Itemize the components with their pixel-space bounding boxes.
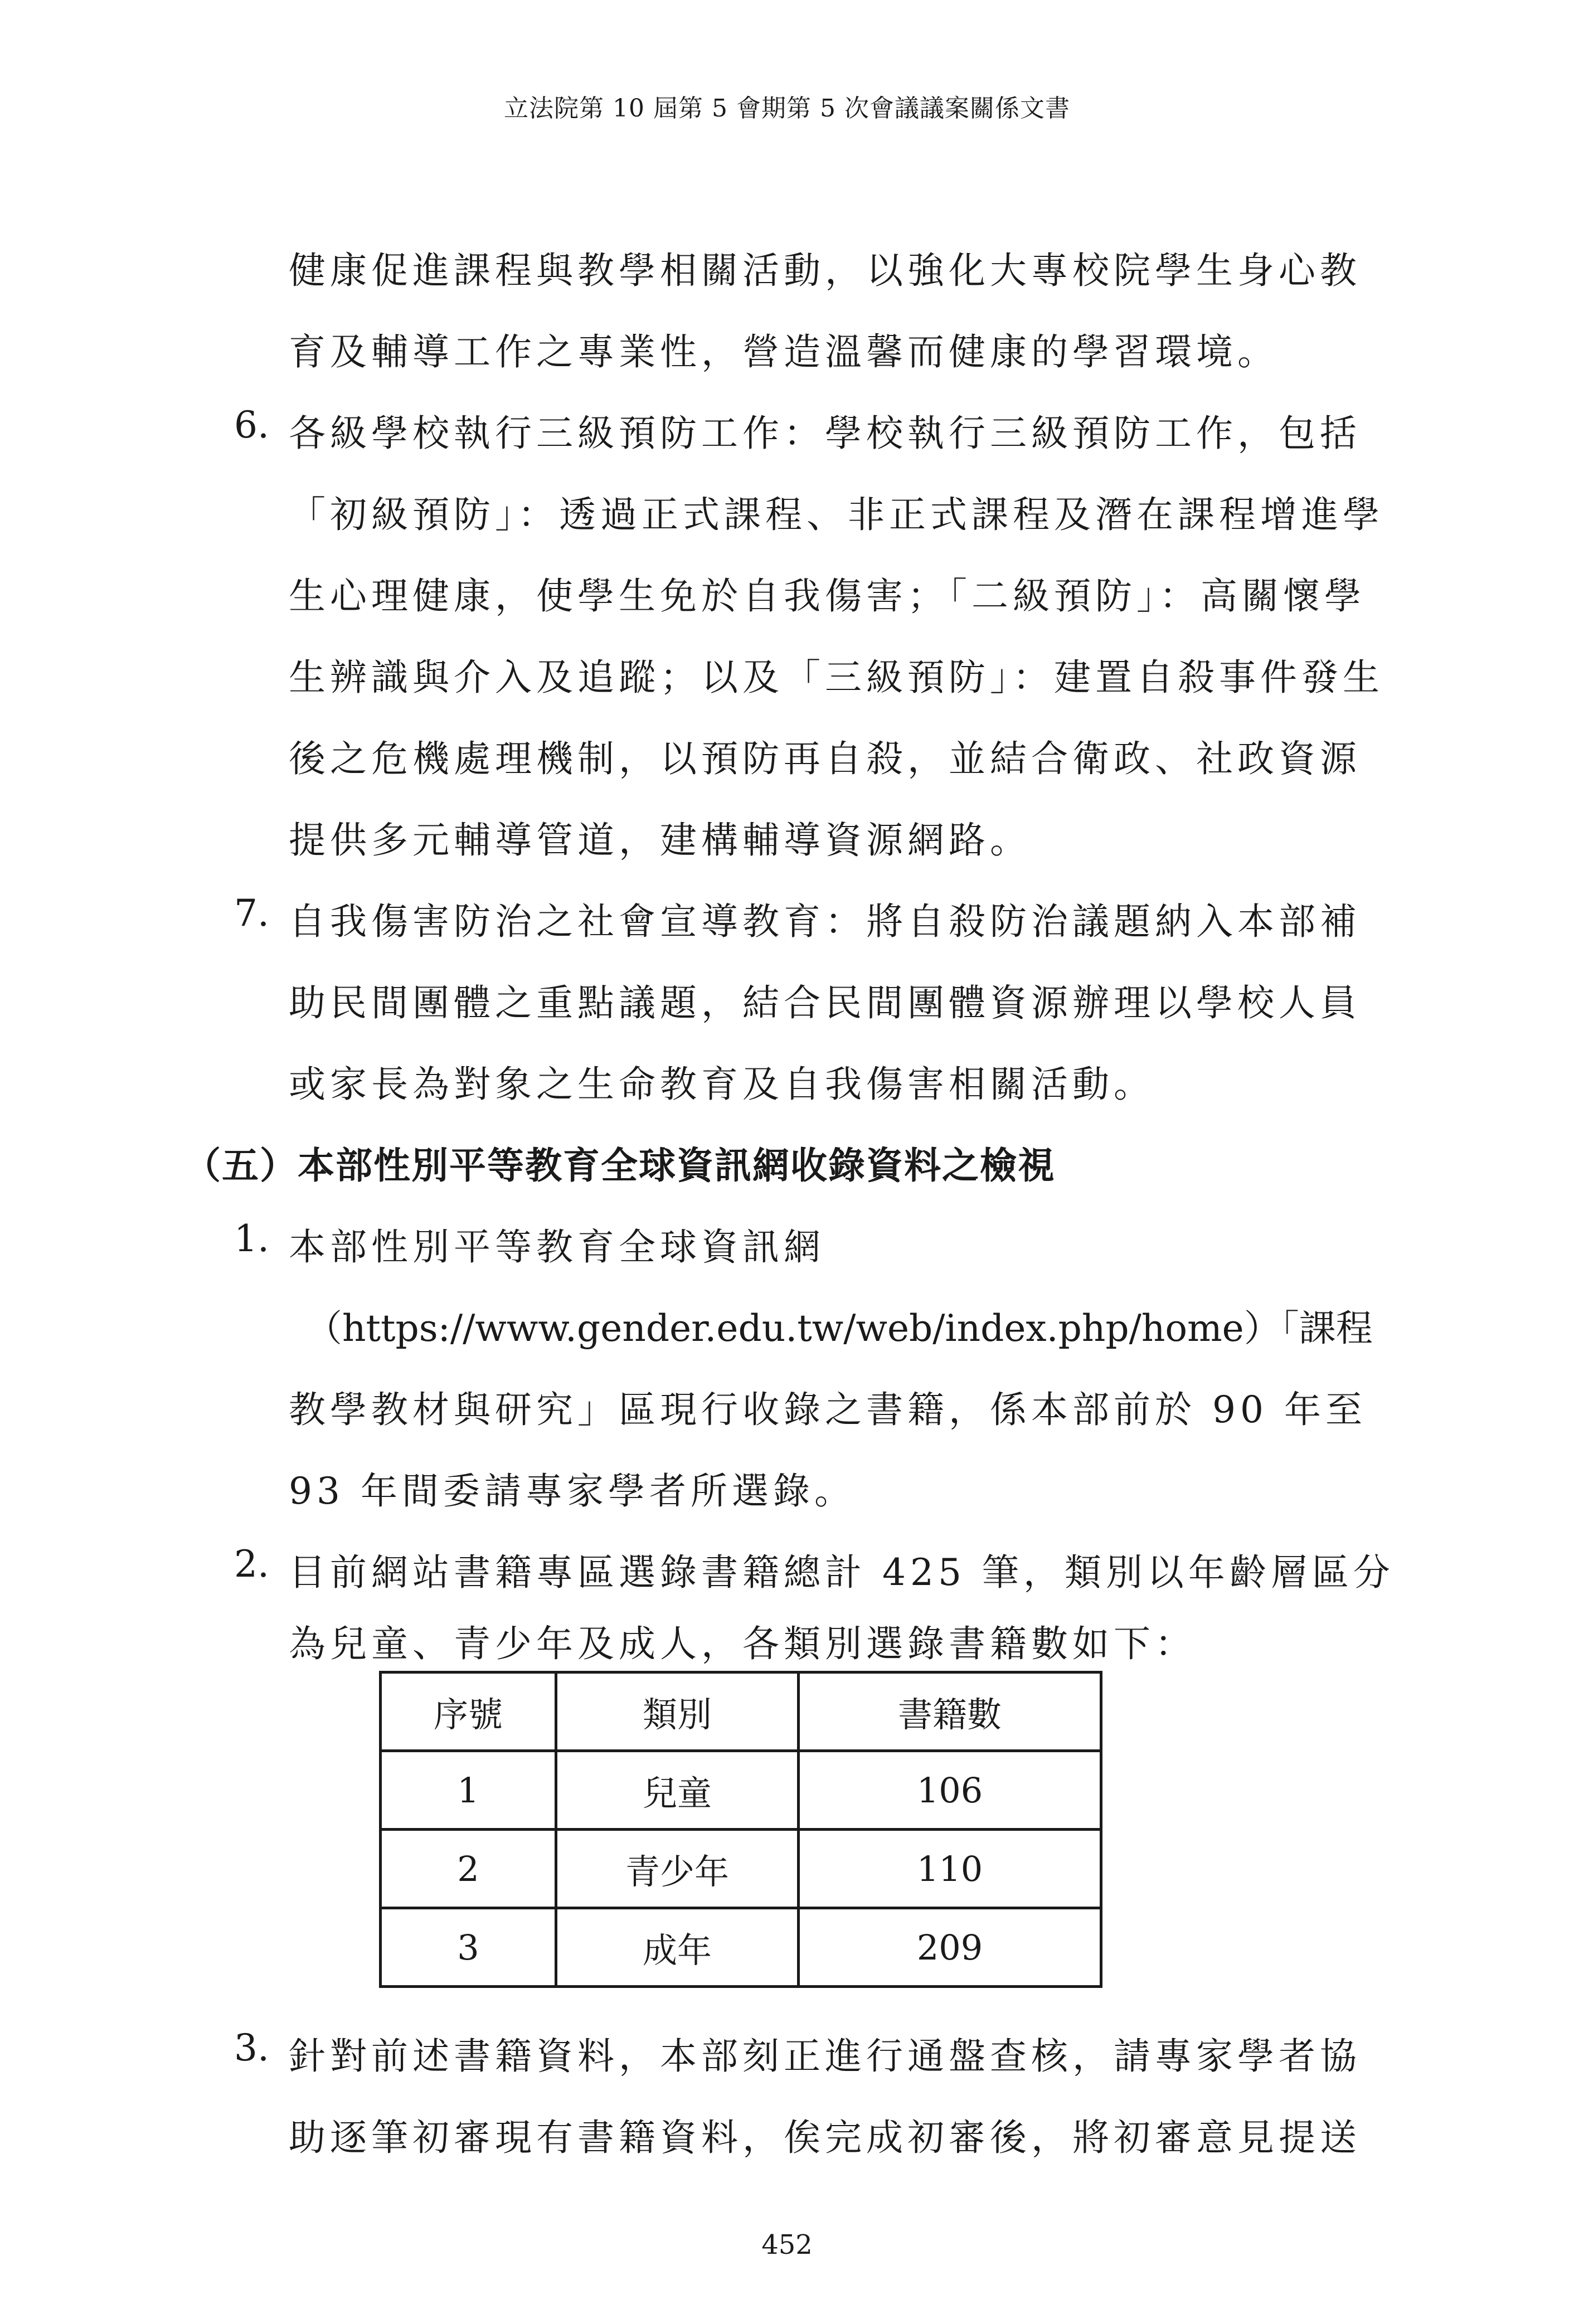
table-cell: 110 bbox=[799, 1830, 1101, 1908]
body-line: 後之危機處理機制，以預防再自殺，並結合衛政、社政資源 bbox=[289, 737, 1361, 780]
body-line: （https://www.gender.edu.tw/web/index.php/home）「課程 bbox=[305, 1307, 1373, 1350]
body-line: 目前網站書籍專區選錄書籍總計 425 筆，類別以年齡層區分 bbox=[289, 1551, 1395, 1594]
table-cell: 成年 bbox=[556, 1908, 799, 1987]
table-row bbox=[381, 1830, 1101, 1908]
body-line: 93 年間委請專家學者所選錄。 bbox=[289, 1470, 856, 1513]
item-number: 2. bbox=[234, 1543, 269, 1586]
document-header: 立法院第 10 屆第 5 會期第 5 次會議議案關係文書 bbox=[504, 94, 1070, 123]
body-line: 針對前述書籍資料，本部刻正進行通盤查核，請專家學者協 bbox=[289, 2035, 1361, 2078]
body-line: 生心理健康，使學生免於自我傷害；「二級預防」：高關懷學 bbox=[289, 575, 1366, 618]
item-number: 3. bbox=[234, 2026, 269, 2069]
table-cell: 2 bbox=[381, 1830, 556, 1908]
table-header: 書籍數 bbox=[799, 1672, 1101, 1751]
table-header: 類別 bbox=[556, 1672, 799, 1751]
body-line: 提供多元輔導管道，建構輔導資源網路。 bbox=[289, 819, 1031, 862]
page-number: 452 bbox=[761, 2229, 813, 2260]
table-cell: 3 bbox=[381, 1908, 556, 1987]
table-row bbox=[381, 1908, 1101, 1987]
table-cell: 青少年 bbox=[556, 1830, 799, 1908]
table-header: 序號 bbox=[381, 1672, 556, 1751]
body-line: 生辨識與介入及追蹤；以及「三級預防」：建置自殺事件發生 bbox=[289, 656, 1384, 699]
body-line: 本部性別平等教育全球資訊網 bbox=[289, 1226, 825, 1268]
body-line: 各級學校執行三級預防工作：學校執行三級預防工作，包括 bbox=[289, 412, 1361, 455]
table-header-row bbox=[381, 1672, 1101, 1751]
body-line: 自我傷害防治之社會宣導教育：將自殺防治議題納入本部補 bbox=[289, 900, 1361, 943]
item-number: 7. bbox=[234, 892, 269, 935]
book-count-table bbox=[379, 1671, 1102, 1988]
body-line: 健康促進課程與教學相關活動，以強化大專校院學生身心教 bbox=[289, 249, 1361, 292]
body-line: 育及輔導工作之專業性，營造溫馨而健康的學習環境。 bbox=[289, 330, 1279, 373]
item-number: 6. bbox=[234, 403, 269, 446]
body-line: 或家長為對象之生命教育及自我傷害相關活動。 bbox=[289, 1063, 1155, 1106]
section-title: （五）本部性別平等教育全球資訊網收錄資料之檢視 bbox=[184, 1144, 1056, 1187]
body-line: 為兒童、青少年及成人，各類別選錄書籍數如下： bbox=[289, 1622, 1196, 1665]
table-cell: 1 bbox=[381, 1751, 556, 1830]
body-line: 助逐筆初審現有書籍資料，俟完成初審後，將初審意見提送 bbox=[289, 2116, 1361, 2159]
table-row bbox=[381, 1751, 1101, 1830]
table-cell: 106 bbox=[799, 1751, 1101, 1830]
table-cell: 兒童 bbox=[556, 1751, 799, 1830]
body-line: 教學教材與研究」區現行收錄之書籍，係本部前於 90 年至 bbox=[289, 1388, 1367, 1431]
body-line: 「初級預防」：透過正式課程、非正式課程及潛在課程增進學 bbox=[289, 493, 1384, 536]
item-number: 1. bbox=[234, 1217, 269, 1260]
body-line: 助民間團體之重點議題，結合民間團體資源辦理以學校人員 bbox=[289, 981, 1361, 1024]
table-cell: 209 bbox=[799, 1908, 1101, 1987]
